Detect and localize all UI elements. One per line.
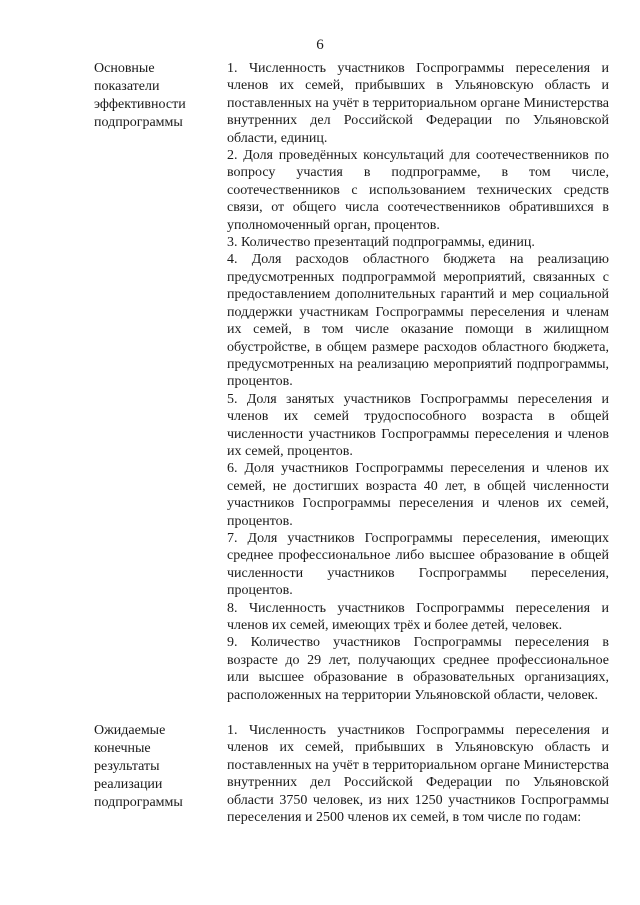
label-line: конечные bbox=[94, 741, 151, 756]
indicator-item: 9. Количество участников Госпрограммы переселения в возрасте до 29 лет, получающих среднее профессиональное или высшее образование в образовательных организациях, расположенных на территории Ульяновской области, человек. bbox=[227, 635, 609, 703]
indicator-item: 2. Доля проведённых консультаций для соотечественников по вопросу участия в подпрограмме, в том числе, соотечественников с использованием технических средств связи, от общего числа соотечественников обратившихся в уполномоченный орган, процентов. bbox=[227, 148, 609, 233]
indicator-item: 4. Доля расходов областного бюджета на реализацию предусмотренных подпрограммой мероприятий, связанных с предоставлением дополнительных гарантий и мер социальной поддержки участникам Госпрограммы переселения и членам их семей, в том числе оказание помощи в жилищном обустройстве, в общем размере расходов областного бюджета, предусмотренных на реализацию мероприятий подпрограммы, процентов. bbox=[227, 252, 609, 390]
indicator-item: 1. Численность участников Госпрограммы переселения и членов их семей, прибывших в Ульяновскую область и поставленных на учёт в территориальном органе Министерства внутренних дел Российской Федерации по Ульяновской области, единиц. bbox=[227, 61, 609, 146]
label-line: Ожидаемые bbox=[94, 723, 166, 738]
indicator-item: 8. Численность участников Госпрограммы переселения и членов их семей, имеющих трёх и более детей, человек. bbox=[227, 600, 609, 633]
label-line: подпрограммы bbox=[94, 115, 183, 130]
label-line: Основные bbox=[94, 61, 155, 76]
indicator-item: 3. Количество презентаций подпрограммы, единиц. bbox=[227, 235, 535, 251]
section-label bbox=[94, 60, 214, 132]
page-number: 6 bbox=[316, 37, 324, 53]
label-line: показатели bbox=[94, 79, 160, 94]
indicator-item: 5. Доля занятых участников Госпрограммы переселения и членов их семей трудоспособного возраста в общей численности участников Госпрограммы переселения и членов их семей, процентов. bbox=[227, 391, 609, 459]
results-list bbox=[227, 722, 609, 826]
section-label bbox=[94, 722, 214, 812]
label-line: эффективности bbox=[94, 97, 186, 112]
indicator-list bbox=[227, 60, 609, 704]
indicator-item: 7. Доля участников Госпрограммы переселения, имеющих среднее профессиональное либо высшее образование в общей численности участников Госпрограммы переселения, процентов. bbox=[227, 530, 609, 599]
label-line: подпрограммы bbox=[94, 795, 183, 810]
label-line: результаты bbox=[94, 759, 160, 774]
result-item: 1. Численность участников Госпрограммы переселения и членов их семей, прибывших в Ульяновскую область и поставленных на учёт в территориальном органе Министерства внутренних дел Российской Федерации по Ульяновской области 3750 человек, из них 1250 участников Госпрограммы переселения и 2500 членов их семей, в том числе по годам: bbox=[227, 723, 609, 826]
indicator-item: 6. Доля участников Госпрограммы переселения и членов их семей, не достигших возраста 40 лет, в общей численности участников Госпрограммы переселения и членов их семей, процентов. bbox=[227, 461, 609, 529]
label-line: реализации bbox=[94, 777, 163, 792]
